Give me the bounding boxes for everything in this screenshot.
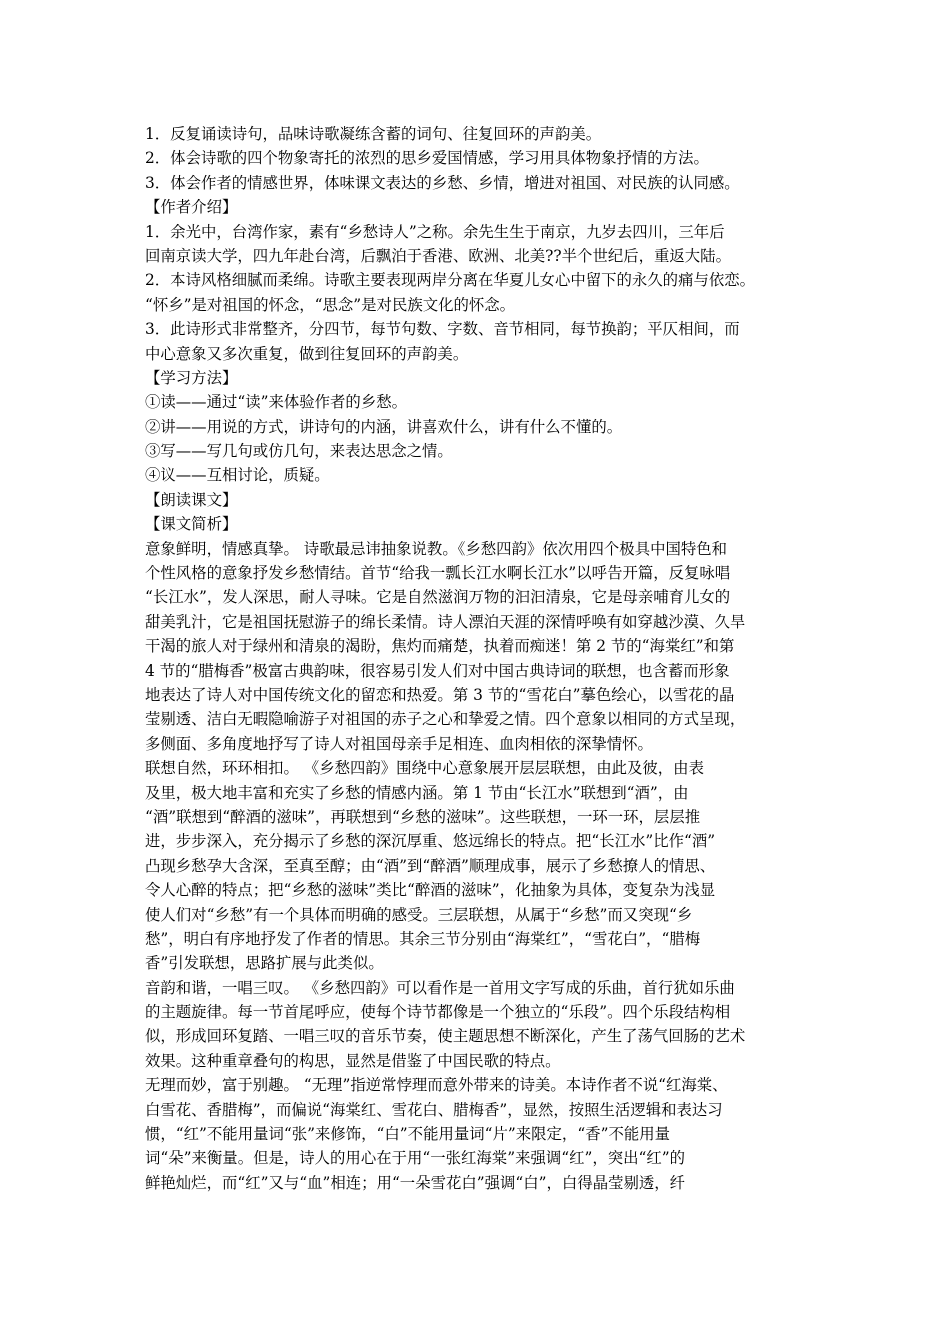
paragraph-line: 无理而妙，富于别趣。 “无理”指逆常悖理而意外带来的诗美。本诗作者不说“红海棠、	[145, 1076, 728, 1095]
paragraph-line: 惯，“红”不能用量词“张”来修饰，“白”不能用量词“片”来限定，“香”不能用量	[145, 1125, 671, 1144]
paragraph-line: 2．本诗风格细腻而柔绵。诗歌主要表现两岸分离在华夏儿女心中留下的永久的痛与依恋。	[145, 271, 756, 290]
method-item-read: ①读——通过“读”来体验作者的乡愁。	[145, 393, 407, 412]
objective-3: 3．体会作者的情感世界，体味课文表达的乡愁、乡情，增进对祖国、对民族的认同感。	[145, 173, 740, 192]
paragraph-line: 甜美乳汁，它是祖国抚慰游子的绵长柔情。诗人漂泊天涯的深情呼唤有如穿越沙漠、久旱	[145, 612, 746, 631]
method-item-discuss: ④议——互相讨论，质疑。	[145, 466, 330, 485]
paragraph-line: 多侧面、多角度地抒写了诗人对祖国母亲手足相连、血肉相依的深挚情怀。	[145, 734, 653, 753]
paragraph-line: 音韵和谐，一唱三叹。 《乡愁四韵》可以看作是一首用文字写成的乐曲，首行犹如乐曲	[145, 978, 735, 997]
paragraph-line: 1．余光中，台湾作家，素有“乡愁诗人”之称。余先生生于南京，九岁去四川，三年后	[145, 222, 725, 241]
paragraph-line: 意象鲜明，情感真挚。 诗歌最忌讳抽象说教。《乡愁四韵》依次用四个极具中国特色和	[145, 539, 728, 558]
paragraph-line: 凸现乡愁孕大含深，至真至醇；由“酒”到“醉酒”顺理成事，展示了乡愁撩人的情思、	[145, 856, 716, 875]
paragraph-line: 干渴的旅人对于绿州和清泉的渴盼，焦灼而痛楚，执着而痴迷！第 2 节的“海棠红”和第	[145, 637, 735, 656]
paragraph-line: 及里，极大地丰富和充实了乡愁的情感内涵。第 1 节由“长江水”联想到“酒”，由	[145, 783, 689, 802]
paragraph-line: 白雪花、香腊梅”，而偏说“海棠红、雪花白、腊梅香”，显然，按照生活逻辑和表达习	[145, 1100, 723, 1119]
paragraph-line: 3．此诗形式非常整齐，分四节，每节句数、字数、音节相同，每节换韵；平仄相间，而	[145, 320, 740, 339]
paragraph-line: “长江水”，发人深思，耐人寻味。它是自然滋润万物的汩汩清泉，它是母亲哺育儿女的	[145, 588, 731, 607]
paragraph-line: 香”引发联想，思路扩展与此类似。	[145, 954, 384, 973]
document-body	[145, 122, 825, 1195]
method-item-speak: ②讲——用说的方式，讲诗句的内涵，讲喜欢什么，讲有什么不懂的。	[145, 417, 623, 436]
paragraph-line: 进，步步深入，充分揭示了乡愁的深沉厚重、悠远绵长的特点。把“长江水”比作“酒”	[145, 832, 716, 851]
paragraph-line: 地表达了诗人对中国传统文化的留恋和热爱。第 3 节的“雪花白”摹色绘心，以雪花的晶	[145, 685, 735, 704]
paragraph-line: 个性风格的意象抒发乡愁情结。首节“给我一瓢长江水啊长江水”以呼告开篇，反复咏唱	[145, 564, 731, 583]
paragraph-line: 莹剔透、洁白无暇隐喻游子对祖国的赤子之心和挚爱之情。四个意象以相同的方式呈现，	[145, 710, 746, 729]
paragraph-line: 令人心醉的特点；把“乡愁的滋味”类比“醉酒的滋味”，化抽象为具体，变复杂为浅显	[145, 881, 716, 900]
paragraph-line: 回南京读大学，四九年赴台湾，后飘泊于香港、欧洲、北美??半个世纪后，重返大陆。	[145, 246, 731, 265]
paragraph-line: 效果。这种重章叠句的构思，显然是借鉴了中国民歌的特点。	[145, 1051, 561, 1070]
paragraph-line: 鲜艳灿烂，而“红”又与“血”相连；用“一朵雪花白”强调“白”，白得晶莹剔透，纤	[145, 1173, 686, 1192]
paragraph-line: 4 节的“腊梅香”极富古典韵味，很容易引发人们对中国古典诗词的联想，也含蓄而形象	[145, 661, 730, 680]
paragraph-line: “酒”联想到“醉酒的滋味”，再联想到“乡愁的滋味”。这些联想，一环一环，层层推	[145, 807, 701, 826]
paragraph-line: 似，形成回环复踏、一唱三叹的音乐节奏，使主题思想不断深化，产生了荡气回肠的艺术	[145, 1027, 746, 1046]
paragraph-line: 中心意象又多次重复，做到往复回环的声韵美。	[145, 344, 469, 363]
paragraph-line: 愁”，明白有序地抒发了作者的情思。其余三节分别由“海棠红”，“雪花白”，“腊梅	[145, 929, 701, 948]
section-heading-reading: 【朗读课文】	[145, 490, 238, 509]
method-item-write: ③写——写几句或仿几句，来表达思念之情。	[145, 442, 453, 461]
paragraph-line: “怀乡”是对祖国的怀念，“思念”是对民族文化的怀念。	[145, 295, 516, 314]
section-heading-method: 【学习方法】	[145, 368, 238, 387]
objective-1: 1．反复诵读诗句，品味诗歌凝练含蓄的词句、往复回环的声韵美。	[145, 125, 602, 143]
section-heading-author: 【作者介绍】	[145, 198, 238, 217]
paragraph-line: 的主题旋律。每一节首尾呼应，使每个诗节都像是一个独立的“乐段”。四个乐段结构相	[145, 1003, 731, 1022]
paragraph-line: 联想自然，环环相扣。 《乡愁四韵》围绕中心意象展开层层联想，由此及彼，由表	[145, 759, 704, 778]
paragraph-line: 词“朵”来衡量。但是，诗人的用心在于用“一张红海棠”来强调“红”，突出“红”的	[145, 1149, 686, 1168]
section-heading-analysis: 【课文简析】	[145, 515, 238, 534]
objective-2: 2．体会诗歌的四个物象寄托的浓烈的思乡爱国情感，学习用具体物象抒情的方法。	[145, 149, 709, 168]
paragraph-line: 使人们对“乡愁”有一个具体而明确的感受。三层联想，从属于“乡愁”而又突现“乡	[145, 905, 693, 924]
